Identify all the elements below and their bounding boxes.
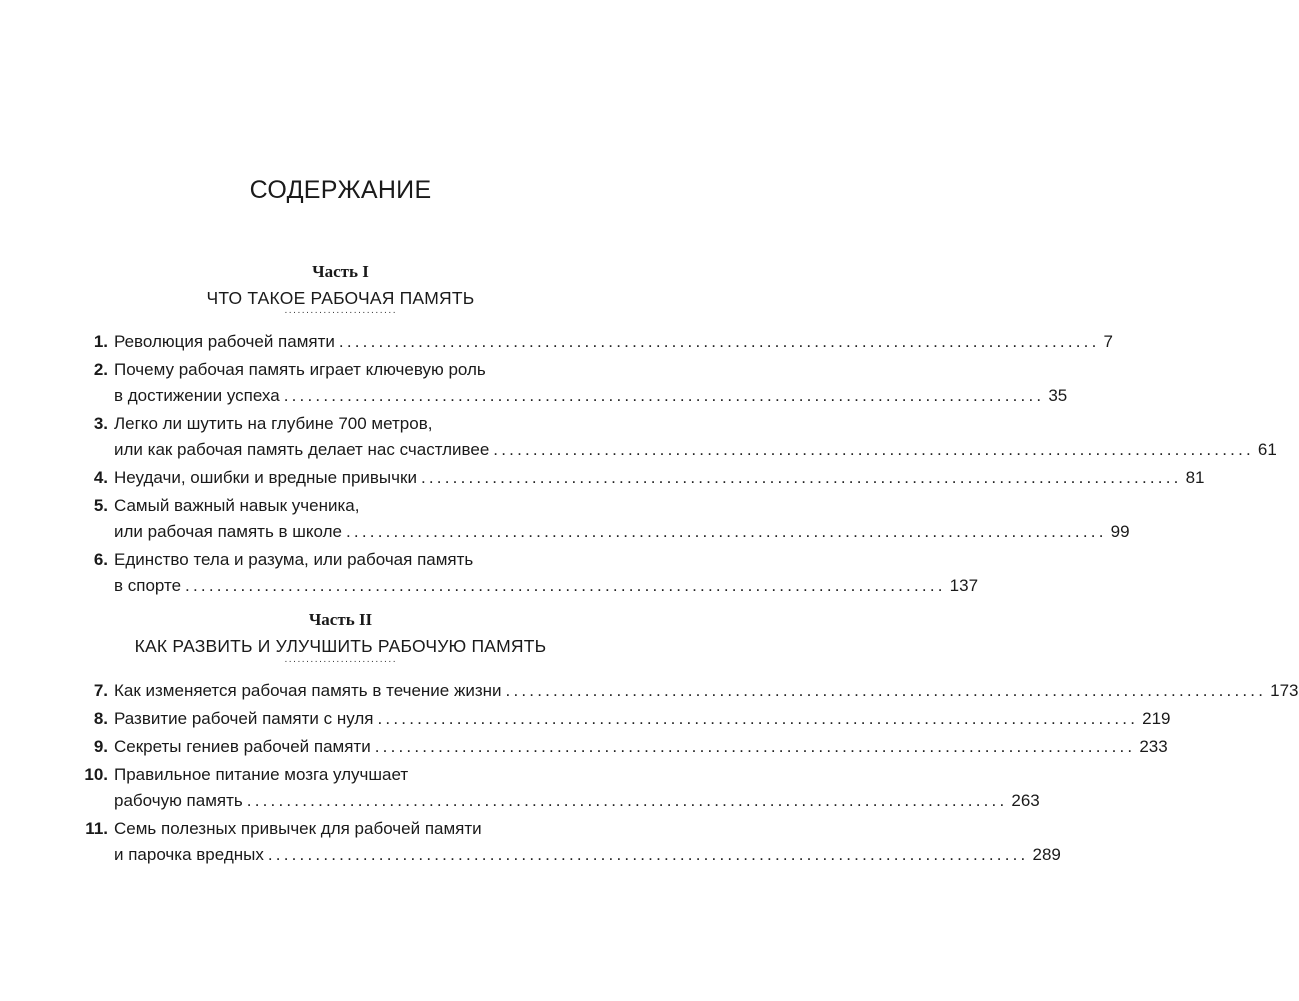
dot-leader: ................................................................................................ bbox=[346, 522, 1107, 541]
toc-entry-2[interactable] bbox=[0, 358, 1068, 410]
chapter-number: 10. bbox=[84, 765, 108, 784]
dot-leader: ................................................................................................ bbox=[246, 791, 1008, 810]
toc-entry-11[interactable] bbox=[0, 817, 1061, 869]
page-number: 7 bbox=[1103, 332, 1113, 351]
dot-leader: ................................................................................................ bbox=[283, 386, 1045, 405]
toc-entry-1[interactable] bbox=[0, 330, 1113, 356]
dot-leader: ................................................................................................ bbox=[493, 440, 1254, 459]
chapter-title-cont: в спорте bbox=[114, 576, 182, 595]
toc-entry-4[interactable] bbox=[0, 466, 1205, 492]
page-number: 289 bbox=[1032, 845, 1061, 864]
part-1-divider: ·························· bbox=[284, 307, 397, 318]
toc-entry-10[interactable] bbox=[0, 763, 1040, 815]
chapter-title: Семь полезных привычек для рабочей памяти bbox=[114, 819, 482, 838]
chapter-number: 7. bbox=[93, 681, 108, 700]
dot-leader: ................................................................................................ bbox=[185, 576, 946, 595]
page-title: СОДЕРЖАНИЕ bbox=[249, 176, 432, 204]
toc-entry-3[interactable] bbox=[0, 412, 1277, 464]
dot-leader: ................................................................................................ bbox=[338, 332, 1100, 351]
page-number: 61 bbox=[1257, 440, 1277, 459]
page-number: 99 bbox=[1110, 522, 1130, 541]
chapter-title: Легко ли шутить на глубине 700 метров, bbox=[114, 414, 433, 433]
chapter-number: 11. bbox=[85, 819, 108, 838]
page-number: 137 bbox=[949, 576, 979, 595]
chapter-number: 1. bbox=[93, 332, 108, 351]
toc-entry-9[interactable] bbox=[0, 735, 1168, 761]
toc-entry-6[interactable] bbox=[0, 548, 979, 600]
chapter-number: 2. bbox=[93, 360, 108, 379]
page-number: 263 bbox=[1011, 791, 1040, 810]
toc-entry-8[interactable] bbox=[0, 707, 1171, 733]
chapter-title: Революция рабочей памяти bbox=[114, 332, 335, 351]
chapter-number: 3. bbox=[93, 414, 108, 433]
dot-leader: ................................................................................................ bbox=[505, 681, 1267, 700]
page-number: 219 bbox=[1142, 709, 1171, 728]
chapter-title: Неудачи, ошибки и вредные привычки bbox=[114, 468, 417, 487]
chapter-number: 8. bbox=[93, 709, 108, 728]
chapter-title: Самый важный навык ученика, bbox=[114, 496, 360, 515]
part-2-label: Часть II bbox=[308, 610, 373, 629]
chapter-title: Единство тела и разума, или рабочая память bbox=[114, 550, 474, 569]
page-number: 173 bbox=[1270, 681, 1299, 700]
toc-entry-5[interactable] bbox=[0, 494, 1130, 546]
chapter-title: Правильное питание мозга улучшает bbox=[114, 765, 409, 784]
dot-leader: ................................................................................................ bbox=[374, 737, 1136, 756]
dot-leader: ................................................................................................ bbox=[377, 709, 1139, 728]
chapter-number: 6. bbox=[93, 550, 108, 569]
page-number: 81 bbox=[1185, 468, 1205, 487]
toc-entry-7[interactable] bbox=[0, 679, 1299, 705]
chapter-title-cont: рабочую память bbox=[114, 791, 243, 810]
chapter-title-cont: и парочка вредных bbox=[114, 845, 264, 864]
chapter-number: 4. bbox=[93, 468, 108, 487]
page-number: 233 bbox=[1139, 737, 1168, 756]
dot-leader: ................................................................................................ bbox=[420, 468, 1182, 487]
chapter-title-cont: или как рабочая память делает нас счастливее bbox=[114, 440, 490, 459]
chapter-title: Почему рабочая память играет ключевую роль bbox=[114, 360, 486, 379]
chapter-number: 9. bbox=[93, 737, 108, 756]
chapter-number: 5. bbox=[93, 496, 108, 515]
part-1-label: Часть I bbox=[312, 262, 369, 281]
chapter-title: Как изменяется рабочая память в течение жизни bbox=[114, 681, 502, 700]
chapter-title: Секреты гениев рабочей памяти bbox=[114, 737, 371, 756]
part-2-name: КАК РАЗВИТЬ И УЛУЧШИТЬ РАБОЧУЮ ПАМЯТЬ bbox=[134, 636, 547, 656]
dot-leader: ................................................................................................ bbox=[267, 845, 1029, 864]
part-1-name: ЧТО ТАКОЕ РАБОЧАЯ ПАМЯТЬ bbox=[206, 288, 475, 308]
page-number: 35 bbox=[1048, 386, 1068, 405]
chapter-title-cont: в достижении успеха bbox=[114, 386, 280, 405]
chapter-title: Развитие рабочей памяти с нуля bbox=[114, 709, 374, 728]
chapter-title-cont: или рабочая память в школе bbox=[114, 522, 342, 541]
part-2-divider: ·························· bbox=[284, 656, 397, 667]
